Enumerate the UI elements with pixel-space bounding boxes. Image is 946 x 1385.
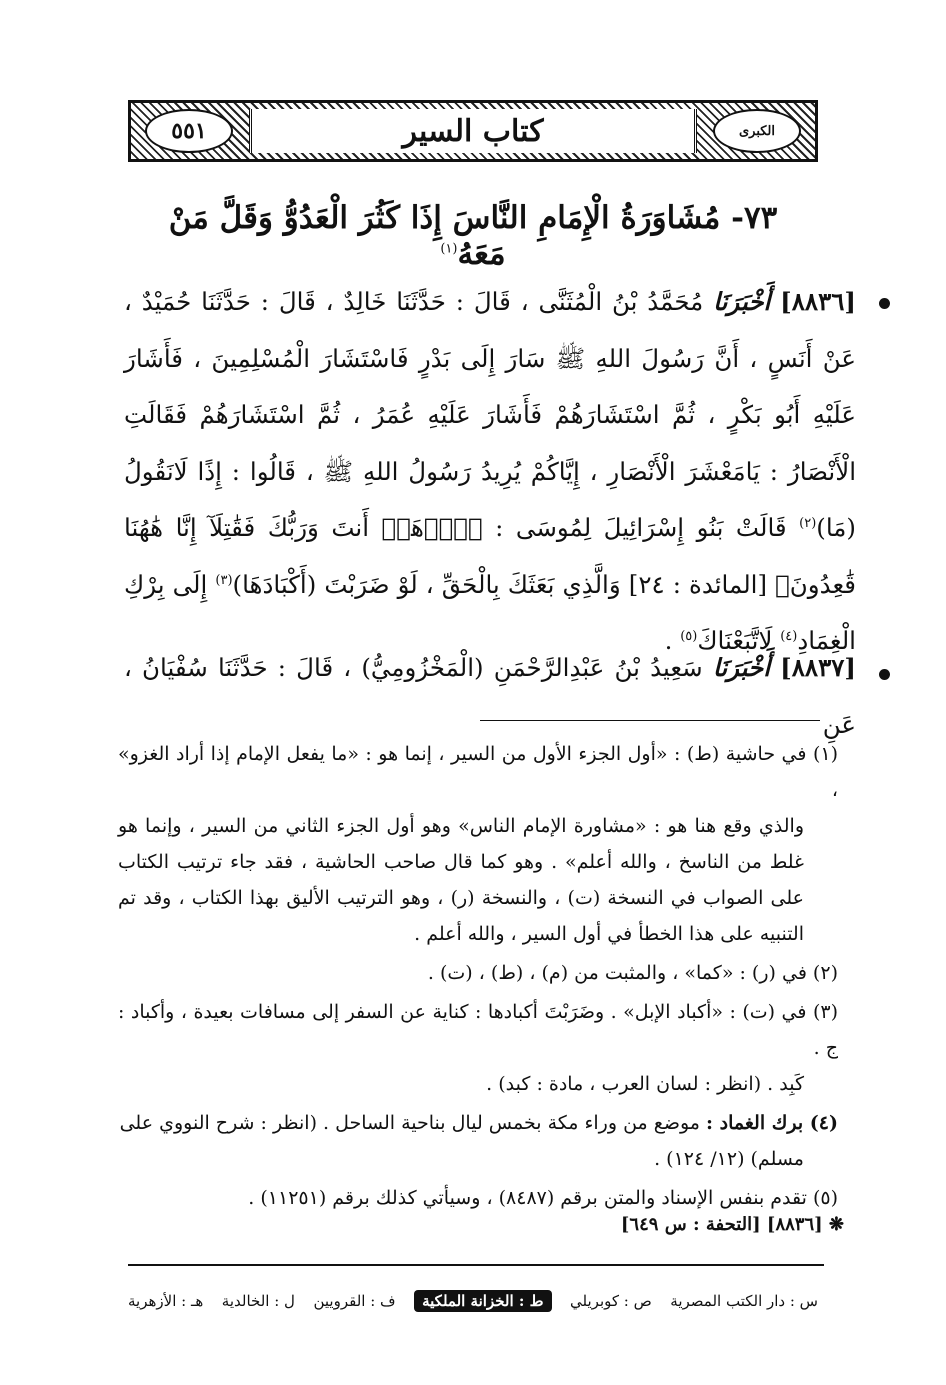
hadith-opener: أَخْبَرَنَا: [713, 287, 771, 316]
legend-item: هـ : الأزهرية: [128, 1292, 204, 1310]
bullet-icon: [879, 669, 890, 680]
chapter-heading: [140, 200, 806, 272]
legend-item: ف : القرويين: [313, 1292, 396, 1310]
footnote-continuation: والذي وقع هنا هو : «مشاورة الإمام الناس» وهو أول الجزء الثاني من السير ، وإنما هو غلط من الناسخ ، والله أعلم» . وهو كما قال صاحب الحاشية ، فقد جاء ترتيب الكتاب على الصواب في النسخة (ت) ، والنسخة (ر) ، وهو الترتيب الأليق بهذا الكتاب ، وقد تم التنبيه على هذا الخطأ في أول السير ، والله أعلم .: [118, 815, 804, 945]
hadith-opener: أَخْبَرَنَا: [712, 653, 771, 682]
hadith-text: سَعِيدُ بْنُ عَبْدِالرَّحْمَنِ (الْمَخْزُومِيُّ) ، قَالَ : حَدَّثَنَا سُفْيَانُ ، عَنِ: [124, 653, 856, 739]
hadith-text: إِلَى بِرْكِ الْغِمَادِ: [124, 569, 856, 655]
footnote-ref: (١): [440, 241, 458, 257]
footnotes: [118, 736, 838, 1219]
footnote-text: (٢) في (ر) : «كما» ، والمثبت من (م) ، (ط) ، (ت) .: [427, 962, 838, 984]
footnote-ref: (٥): [680, 628, 698, 644]
brand-logo: الكبرى: [713, 109, 801, 153]
footnote-continuation: كَبِد . (انظر : لسان العرب ، مادة : كبد) .: [486, 1073, 804, 1095]
footnote-5: [118, 1180, 838, 1216]
chapter-title: ٧٣- مُشَاوَرَةُ الْإِمَامِ النَّاسَ إِذَا كَثُرَ الْعَدُوُّ وَقَلَّ مَنْ مَعَهُ: [168, 200, 778, 272]
legend-divider: [128, 1264, 824, 1266]
footnote-separator: [480, 720, 820, 721]
hadith-text: مُحَمَّدُ بْنُ الْمُثَنَّى ، قَالَ : حَدَّثَنَا خَالِدٌ ، قَالَ : حَدَّثَنَا حُمَيْدٌ ، عَنْ أَنَسٍ ، أَنَّ رَسُولَ اللهِ ﷺ سَارَ إِلَى بَدْرٍ فَاسْتَشَارَ الْمُسْلِمِينَ ، فَأَشَارَ عَلَيْهِ أَبُو بَكْرٍ ، ثُمَّ اسْتَشَارَهُمْ فَأَشَارَ عَلَيْهِ عُمَرُ ، ثُمَّ اسْتَشَارَهُمْ فَقَالَتِ الْأَنْصَارُ : يَامَعْشَرَ الْأَنْصَارِ ، إِيَّاكُمْ يُرِيدُ رَسُولُ اللهِ ﷺ ، قَالُوا : إِذًا لَانَقُولُ (مَا): [124, 287, 856, 542]
header-title-panel: [249, 109, 697, 153]
footnote-ref: (٢): [799, 515, 817, 531]
legend-item: س : دار الكتب المصرية: [670, 1292, 818, 1310]
footnote-4: [118, 1105, 838, 1177]
bullet-icon: [879, 298, 890, 309]
footnote-3: [118, 994, 838, 1102]
hadith-text: قَالَتْ بَنُو إِسْرَائِيلَ لِمُوسَى : ﴿ٱذۡهَبۡ أَنتَ وَرَبُّكَ فَقَٰتِلَآ إِنَّا هَٰهُنَا قَٰعِدُونَ﴾ [المائدة : ٢٤] وَالَّذِي بَعَثَكَ بِالْحَقِّ ، لَوْ ضَرَبْتَ (أَكْبَادَهَا): [124, 513, 857, 599]
footnote-lead: (٤) برك الغماد :: [706, 1112, 838, 1134]
footnote-ref: (٣): [215, 572, 233, 588]
footnote-1: [118, 736, 838, 952]
brand-ornament: [709, 109, 805, 153]
hadith-number: [٨٨٣٦]: [780, 287, 856, 316]
hadith-text: .: [664, 626, 673, 655]
legend-item: ص : كوبريلي: [570, 1292, 652, 1310]
footnote-text: (٥) تقدم بنفس الإسناد والمتن برقم (٨٤٨٧) ، وسيأتي كذلك برقم (١١٢٥١) .: [248, 1187, 838, 1209]
footnote-text: (١) في حاشية (ط) : «أول الجزء الأول من السير ، إنما هو : «ما يفعل الإمام إذا أراد الغزو» ،: [118, 743, 838, 801]
footnote-text: (٣) في (ت) : «أكباد الإبل» . وضَرَبْتَ أكبادها : كناية عن السفر إلى مسافات بعيدة ، وأكباد : ج .: [118, 1001, 838, 1059]
tuhfa-reference: ❋ [٨٨٣٦] [التحفة : س ٦٤٩]: [620, 1214, 844, 1235]
page-header: [128, 100, 818, 162]
footnote-continuation: مسلم) (١٢/ ١٢٤) .: [654, 1148, 804, 1170]
hadith-number: [٨٨٣٧]: [780, 653, 856, 682]
hadith-8836: [124, 274, 856, 670]
footnote-2: [118, 955, 838, 991]
book-title: كتاب السير: [402, 113, 544, 149]
legend-item-highlighted: ط : الخزانة الملكية: [414, 1290, 551, 1312]
page-number: ٥٥١: [145, 109, 233, 153]
hadith-text: لَاتَّبَعْنَاكَ: [697, 626, 773, 655]
manuscript-legend: [128, 1290, 818, 1312]
page-number-ornament: [141, 109, 237, 153]
footnote-ref: (٤): [780, 628, 798, 644]
footnote-text: موضع من وراء مكة بخمس ليال بناحية الساحل . (انظر : شرح النووي على: [119, 1112, 700, 1134]
legend-item: ل : الخالدية: [221, 1292, 295, 1310]
